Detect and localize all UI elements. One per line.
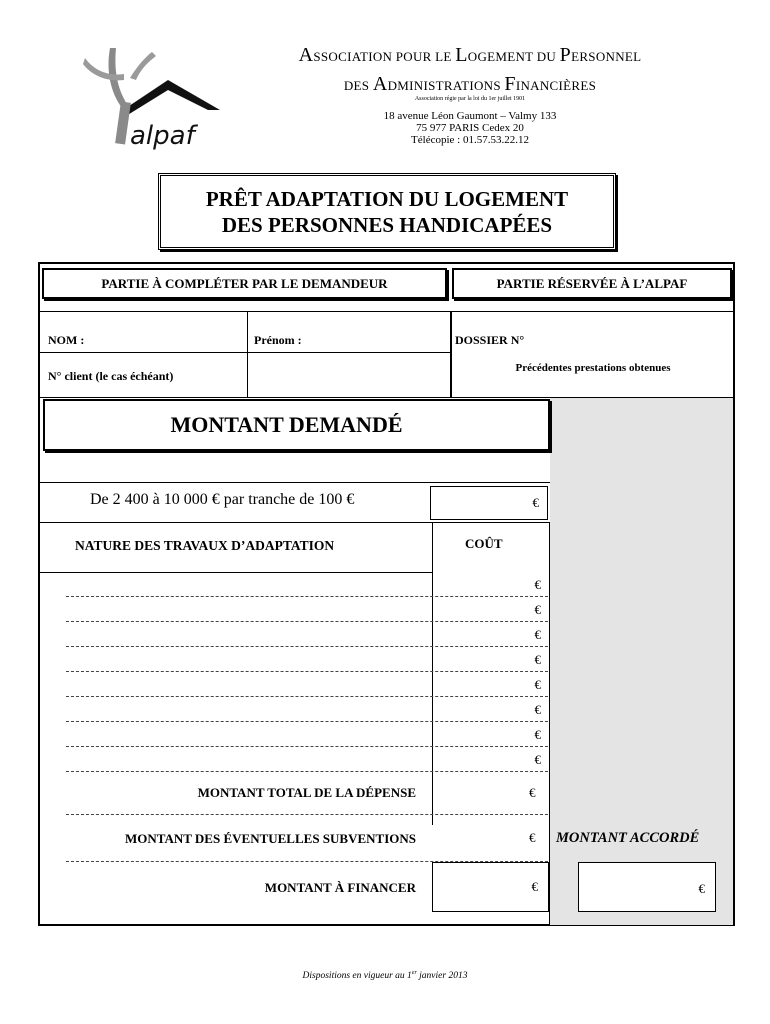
divider: [40, 311, 733, 312]
total-depense-label: MONTANT TOTAL DE LA DÉPENSE: [197, 785, 416, 800]
form-title: PRÊT ADAPTATION DU LOGEMENT DES PERSONNES HANDICAPÉES: [158, 173, 616, 250]
address-line2: 75 977 PARIS Cedex 20: [416, 122, 524, 134]
montant-demande-field[interactable]: [430, 486, 548, 520]
divider: [40, 522, 550, 523]
euro-sign: €: [534, 702, 541, 717]
euro-sign: €: [531, 879, 538, 894]
nature-travaux-field[interactable]: [45, 572, 430, 597]
prenom-label: Prénom :: [254, 333, 302, 347]
nom-label: NOM :: [48, 333, 85, 347]
euro-sign: €: [534, 627, 541, 642]
alpaf-logo: [80, 40, 220, 155]
nature-travaux-field[interactable]: [45, 697, 430, 722]
fax-line: Télécopie : 01.57.53.22.12: [411, 134, 529, 146]
euro-sign: €: [534, 752, 541, 767]
cout-field[interactable]: [433, 647, 549, 672]
euro-sign: €: [698, 881, 705, 896]
euro-sign: €: [529, 830, 536, 845]
euro-sign: €: [532, 495, 539, 510]
client-number-label: N° client (le cas échéant): [48, 369, 174, 383]
nature-travaux-field[interactable]: [45, 747, 430, 772]
montant-accorde-field[interactable]: [578, 862, 716, 912]
section-demandeur: PARTIE À COMPLÉTER PAR LE DEMANDEUR: [42, 268, 447, 299]
cout-field[interactable]: [433, 672, 549, 697]
euro-sign: €: [534, 727, 541, 742]
euro-sign: €: [534, 602, 541, 617]
address-line1: 18 avenue Léon Gaumont – Valmy 133: [383, 110, 557, 122]
prestations-label: Précédentes prestations obtenues: [515, 362, 671, 374]
org-name-line2: DES ADMINISTRATIONS FINANCIÈRES: [343, 73, 597, 95]
euro-sign: €: [534, 652, 541, 667]
nature-travaux-header: NATURE DES TRAVAUX D’ADAPTATION: [75, 538, 335, 553]
footer-note: Dispositions en vigueur au 1er janvier 2013: [302, 970, 468, 982]
cout-field[interactable]: [433, 697, 549, 722]
euro-sign: €: [534, 577, 541, 592]
nature-travaux-field[interactable]: [45, 672, 430, 697]
nature-travaux-field[interactable]: [45, 722, 430, 747]
nature-travaux-field[interactable]: [45, 622, 430, 647]
divider: [450, 311, 452, 397]
divider: [40, 482, 550, 483]
divider: [66, 771, 548, 772]
montant-demande-title: MONTANT DEMANDÉ: [43, 399, 550, 451]
divider: [247, 311, 248, 397]
svg-text:alpaf: alpaf: [130, 121, 195, 151]
cout-field[interactable]: [433, 572, 549, 597]
cout-field[interactable]: [433, 622, 549, 647]
cout-header: COÛT: [465, 536, 503, 551]
nature-travaux-field[interactable]: [45, 647, 430, 672]
divider: [40, 397, 733, 398]
org-name-line1: ASSOCIATION POUR LE LOGEMENT DU PERSONNEL: [298, 44, 642, 66]
section-alpaf: PARTIE RÉSERVÉE À L’ALPAF: [452, 268, 732, 299]
subventions-label: MONTANT DES ÉVENTUELLES SUBVENTIONS: [124, 831, 416, 846]
euro-sign: €: [529, 785, 536, 800]
cout-field[interactable]: [433, 722, 549, 747]
montant-financer-label: MONTANT À FINANCER: [264, 880, 416, 895]
dossier-label: DOSSIER N°: [455, 333, 525, 347]
montant-financer-field[interactable]: [432, 862, 549, 912]
divider: [40, 352, 450, 353]
cout-field[interactable]: [433, 747, 549, 772]
divider: [549, 522, 550, 925]
montant-range-text: De 2 400 à 10 000 € par tranche de 100 €: [90, 491, 355, 508]
divider: [66, 814, 548, 815]
org-note: Association régie par la loi du 1er juillet 1901: [414, 96, 526, 102]
montant-accorde-label: MONTANT ACCORDÉ: [556, 830, 700, 846]
nature-travaux-field[interactable]: [45, 597, 430, 622]
cout-field[interactable]: [433, 597, 549, 622]
euro-sign: €: [534, 677, 541, 692]
